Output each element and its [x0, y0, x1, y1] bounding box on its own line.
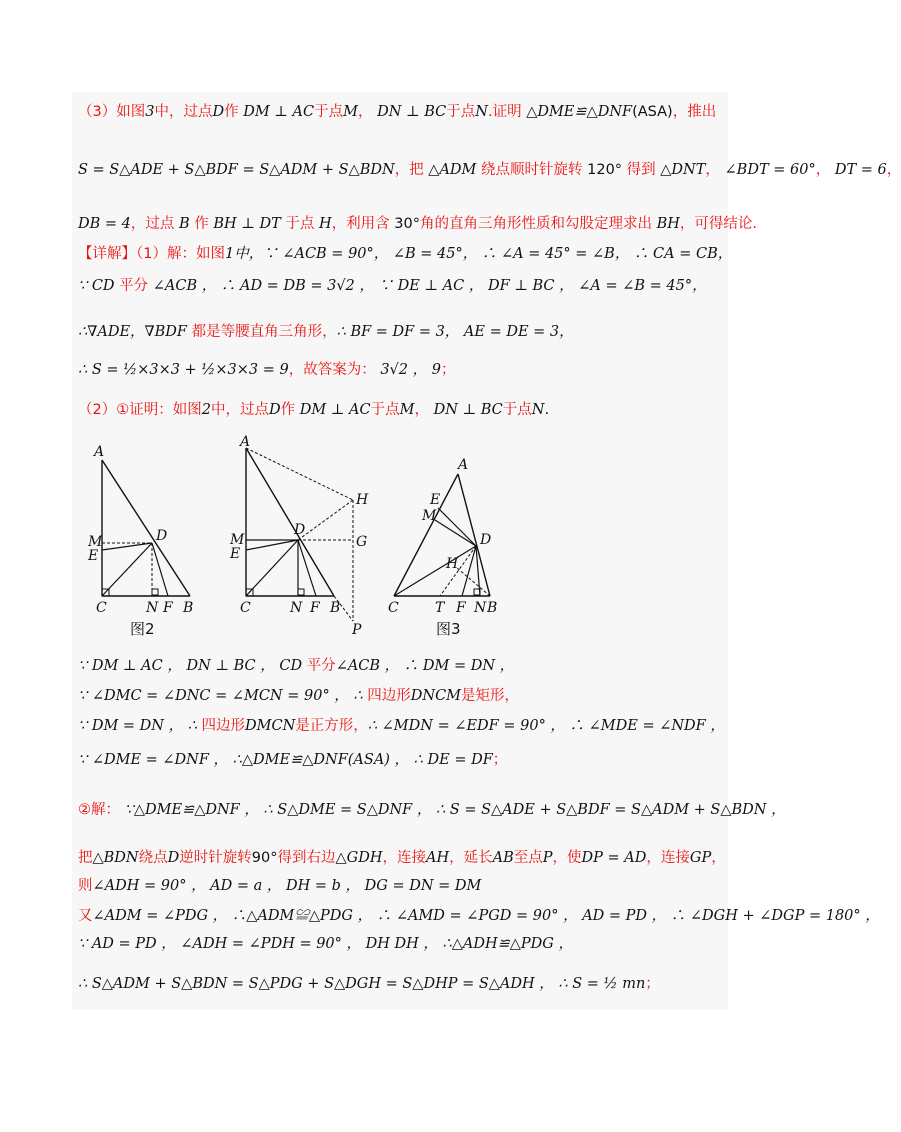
- math: ∠ACB ， ∴ DM = DN ，: [335, 658, 515, 674]
- text: 角的直角三角形性质和勾股定理求出: [420, 216, 652, 232]
- point-label: M: [422, 508, 437, 524]
- solution-line: [78, 750, 722, 770]
- math: DM ⊥ AC: [243, 104, 315, 120]
- text: 四边形: [201, 718, 246, 734]
- point-label: D: [480, 532, 492, 548]
- text: 得到: [626, 162, 656, 178]
- math: 120°: [587, 162, 623, 178]
- text: ，: [711, 850, 726, 866]
- text: ，可得结论.: [679, 216, 758, 232]
- solution-line: [78, 716, 725, 736]
- point-label: C: [240, 600, 251, 616]
- math: △ADM: [428, 162, 477, 178]
- solution-line: [78, 686, 722, 706]
- math: 3: [145, 104, 155, 120]
- text: 四边形: [367, 688, 411, 704]
- point-label: F: [310, 600, 320, 616]
- point-label: H: [446, 556, 459, 572]
- math: ∵ CD: [78, 278, 115, 294]
- text: ，延长: [449, 850, 493, 866]
- text: ，连接: [646, 850, 690, 866]
- text: ，: [414, 402, 429, 418]
- math: DP = AD: [581, 850, 647, 866]
- math: △DNT: [660, 162, 706, 178]
- math: 90°: [251, 850, 278, 866]
- solution-line: [78, 102, 722, 122]
- text: 绕点顺时针旋转: [481, 162, 583, 178]
- text: 于点: [370, 402, 400, 418]
- text: 逆时针旋转: [179, 850, 252, 866]
- math: 中，∵ ∠ACB = 90°， ∠B = 45°， ∴ ∠A = 45° = ∠B， ∴ CA = CB，: [234, 246, 733, 262]
- solution-line: [78, 400, 722, 420]
- text: 都是等腰直角三角形，: [191, 324, 337, 340]
- text: 得到右边: [277, 850, 336, 866]
- text: ；: [645, 976, 660, 992]
- math: DB = 4: [78, 216, 131, 232]
- point-label: N: [146, 600, 159, 616]
- point-label: D: [156, 528, 168, 544]
- math: DT = 6: [834, 162, 887, 178]
- math: ∠ADM = ∠PDG ， ∴△ADM≌△PDG ， ∴ ∠AMD = ∠PGD = 90° ， AD = PD ， ∴ ∠DGH + ∠DGP = 180° ，: [92, 908, 880, 924]
- text: 则: [78, 878, 93, 894]
- text: ②解：: [78, 802, 120, 818]
- solution-line: [78, 244, 733, 264]
- math: BH ⊥ DT: [213, 216, 281, 232]
- solution-line: [78, 656, 722, 676]
- text: ；: [492, 752, 508, 768]
- text: 平分: [306, 658, 336, 674]
- point-label: P: [352, 622, 362, 638]
- text: 是矩形，: [461, 688, 520, 704]
- math: M: [399, 402, 415, 418]
- figure-2-left: [87, 444, 193, 638]
- point-label: D: [294, 522, 306, 538]
- text: 作: [280, 402, 296, 418]
- math: ∠ADH = 90° ， AD = a ， DH = b ， DG = DN = DM: [92, 878, 482, 894]
- figure-caption: 图2: [130, 620, 155, 638]
- text: 中，过点: [210, 402, 269, 418]
- math: ∴ BF = DF = 3， AE = DE = 3，: [336, 324, 574, 340]
- text: ，推出: [672, 104, 717, 120]
- math: (ASA): [632, 104, 673, 120]
- text: 平分: [119, 278, 149, 294]
- math: ∵ DM = DN ， ∴: [78, 718, 197, 734]
- math: ∵△DME≌△DNF ， ∴ S△DME = S△DNF ， ∴ S = S△ADE + S△BDF = S△ADM + S△BDN ，: [124, 802, 786, 818]
- math: ∵ AD = PD ， ∠ADH = ∠PDH = 90° ， DH DH ， ∴△ADH≌△PDG ，: [78, 936, 573, 952]
- math: N: [531, 402, 545, 418]
- math: △BDN: [92, 850, 139, 866]
- detail-label: 【详解】: [78, 246, 136, 262]
- solution-line: [78, 848, 726, 868]
- text: 是正方形，: [295, 718, 368, 734]
- solution-line: [78, 276, 722, 296]
- solution-line: [78, 934, 722, 954]
- text: ，: [705, 162, 720, 178]
- text: 作: [194, 216, 209, 232]
- text: ，故答案为：: [288, 362, 376, 378]
- text: 绕点: [138, 850, 168, 866]
- math: ∵ ∠DMC = ∠DNC = ∠MCN = 90° ， ∴: [78, 688, 363, 704]
- solution-line: [78, 360, 722, 380]
- math: H: [319, 216, 332, 232]
- math: D: [268, 402, 281, 418]
- math: DM ⊥ AC: [299, 402, 371, 418]
- point-label: C: [388, 600, 399, 616]
- math: ∠BDT = 60°: [724, 162, 816, 178]
- point-label: B: [183, 600, 194, 616]
- text: （1）解：如图: [136, 246, 225, 262]
- figure-2-right: [229, 434, 369, 638]
- text: （3）如图: [78, 104, 146, 120]
- solution-line: [78, 906, 880, 926]
- math: ∴ S△ADM + S△BDN = S△PDG + S△DGH = S△DHP = S△ADH ， ∴ S = ½ mn: [78, 976, 646, 992]
- point-label: N: [474, 600, 487, 616]
- text: 于点: [502, 402, 532, 418]
- text: .: [544, 402, 550, 418]
- geometry-figures: [90, 436, 560, 636]
- solution-page: [72, 92, 901, 1010]
- text: 又: [78, 908, 93, 924]
- math: 2: [201, 402, 211, 418]
- text: ，把: [394, 162, 424, 178]
- text: ，使: [552, 850, 582, 866]
- math: AB: [492, 850, 514, 866]
- solution-line: [78, 160, 901, 180]
- math: △GDH: [335, 850, 383, 866]
- solution-line: [78, 214, 758, 234]
- point-label: C: [96, 600, 107, 616]
- solution-line: [78, 876, 722, 896]
- point-label: B: [330, 600, 341, 616]
- math: 1: [224, 246, 235, 262]
- text: 于点: [314, 104, 344, 120]
- text: 作: [224, 104, 239, 120]
- math: ∴ ∠MDN = ∠EDF = 90° ， ∴ ∠MDE = ∠NDF ，: [367, 718, 725, 734]
- math: AH: [425, 850, 450, 866]
- point-label: M: [230, 532, 245, 548]
- point-label: F: [456, 600, 466, 616]
- math: P: [542, 850, 553, 866]
- figure-3: [388, 457, 497, 638]
- point-label: E: [88, 548, 99, 564]
- point-label: G: [356, 534, 368, 550]
- point-label: F: [163, 600, 173, 616]
- text: 于点: [285, 216, 315, 232]
- math: ∵ DM ⊥ AC ， DN ⊥ BC ， CD: [78, 658, 303, 674]
- point-label: M: [88, 534, 103, 550]
- text: ；: [440, 362, 456, 378]
- text: 至点: [513, 850, 543, 866]
- math: B: [178, 216, 190, 232]
- text: ，连接: [382, 850, 426, 866]
- math: M: [343, 104, 358, 120]
- text: ，过点: [130, 216, 175, 232]
- text: 于点: [446, 104, 476, 120]
- math: N: [475, 104, 488, 120]
- text: 把: [78, 850, 93, 866]
- solution-line: [78, 322, 722, 342]
- point-label: E: [430, 492, 441, 508]
- text: ，: [815, 162, 831, 178]
- solution-line: [78, 974, 722, 994]
- math: ∴ S = ½×3×3 + ½×3×3 = 9: [78, 362, 289, 378]
- math: DMCN: [245, 718, 296, 734]
- math: DN ⊥ BC: [377, 104, 447, 120]
- math: DN ⊥ BC: [433, 402, 503, 418]
- point-label: A: [458, 457, 469, 473]
- math: ∠ACB ， ∴ AD = DB = 3√2 ， ∵ DE ⊥ AC ， DF ⊥ BC ， ∠A = ∠B = 45°，: [152, 278, 707, 294]
- point-label: T: [435, 600, 445, 616]
- math: ∴∇ADE，∇BDF: [78, 324, 187, 340]
- text: ，: [886, 162, 901, 178]
- math: D: [167, 850, 180, 866]
- math: S = S△ADE + S△BDF = S△ADM + S△BDN: [78, 162, 395, 178]
- point-label: N: [290, 600, 303, 616]
- point-label: A: [94, 444, 105, 460]
- text: ，: [357, 104, 373, 120]
- text: （2）①证明：如图: [78, 402, 202, 418]
- point-label: B: [487, 600, 498, 616]
- text: ，利用含: [331, 216, 390, 232]
- math: 30°: [394, 216, 420, 232]
- math: ∵ ∠DME = ∠DNF ， ∴△DME≌△DNF(ASA) ， ∴ DE = DF: [78, 752, 493, 768]
- figure-caption: 图3: [436, 620, 461, 638]
- point-label: A: [240, 434, 251, 450]
- math: D: [212, 104, 225, 120]
- math: 3√2 ， 9: [380, 362, 441, 378]
- math: GP: [689, 850, 712, 866]
- math: DNCM: [410, 688, 462, 704]
- text: 中，过点: [154, 104, 213, 120]
- solution-line: [78, 800, 786, 820]
- math: △DME≌△DNF: [526, 104, 633, 120]
- point-label: H: [356, 492, 369, 508]
- math: BH: [656, 216, 680, 232]
- point-label: E: [230, 546, 241, 562]
- text: .证明: [487, 104, 522, 120]
